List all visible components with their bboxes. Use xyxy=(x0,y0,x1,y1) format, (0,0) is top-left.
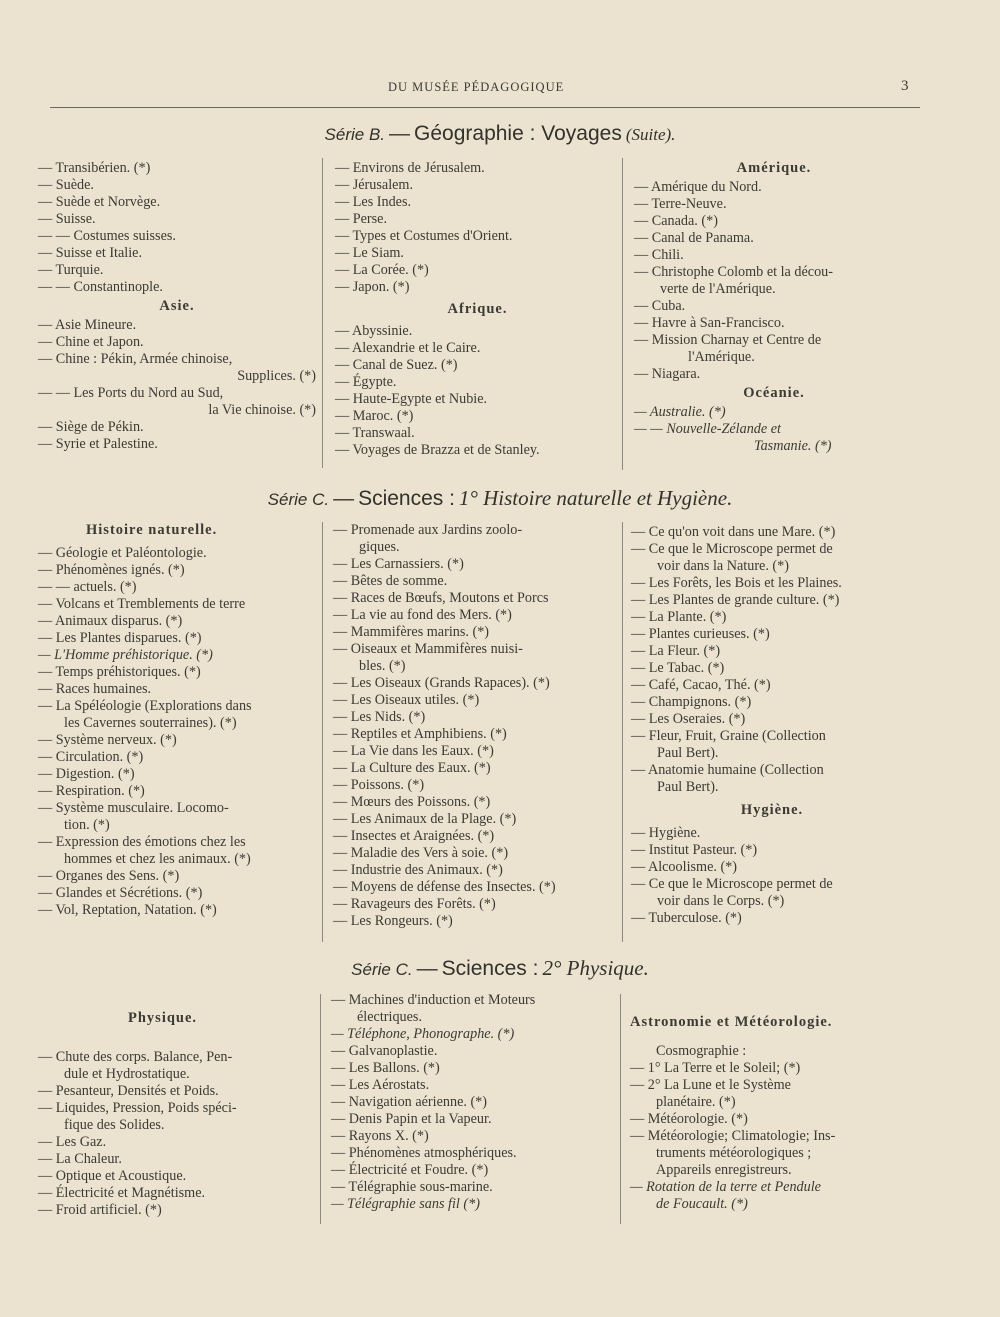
list-item: — — Nouvelle-Zélande et xyxy=(634,421,781,437)
list-item: — Volcans et Tremblements de terre xyxy=(38,596,246,612)
header-rule xyxy=(50,107,920,108)
list-item: truments météorologiques ; xyxy=(656,1145,812,1161)
list-item: voir dans la Nature. (*) xyxy=(657,558,789,574)
section-heading-amerique: Amérique. xyxy=(736,160,812,176)
list-item: — Havre à San-Francisco. xyxy=(634,315,785,331)
list-item: la Vie chinoise. (*) xyxy=(208,402,316,418)
list-item: — Alexandrie et le Caire. xyxy=(335,340,481,356)
column-divider xyxy=(620,994,621,1224)
list-item: — Télégraphie sous-marine. xyxy=(331,1179,493,1195)
list-item: — La Corée. (*) xyxy=(335,262,429,278)
list-item: — 2° La Lune et le Système xyxy=(630,1077,791,1093)
list-item: — Le Siam. xyxy=(335,245,404,261)
list-item: — Temps préhistoriques. (*) xyxy=(38,664,201,680)
section-heading-asie: Asie. xyxy=(159,298,195,314)
list-item: — Géologie et Paléontologie. xyxy=(38,545,207,561)
page-number: 3 xyxy=(901,78,910,94)
list-item: — Environs de Jérusalem. xyxy=(335,160,485,176)
section-heading-astronomie: Astronomie et Météorologie. xyxy=(630,1014,833,1030)
list-item: — Rayons X. (*) xyxy=(331,1128,429,1144)
list-item: — La Fleur. (*) xyxy=(631,643,721,659)
list-item: — Machines d'induction et Moteurs xyxy=(331,992,536,1008)
column-divider xyxy=(320,994,321,1224)
list-item: — Électricité et Foudre. (*) xyxy=(331,1162,489,1178)
list-item: — Canal de Panama. xyxy=(634,230,754,246)
list-item: — Institut Pasteur. (*) xyxy=(631,842,758,858)
list-item: — Reptiles et Amphibiens. (*) xyxy=(333,726,507,742)
list-item: — Asie Mineure. xyxy=(38,317,137,333)
serie-c1-heading: Série C. — Sciences : 1° Histoire naturelle et Hygiène. xyxy=(267,486,733,510)
list-item: — Télégraphie sans fil (*) xyxy=(331,1196,480,1212)
column-divider xyxy=(322,522,323,942)
list-item: — — Les Ports du Nord au Sud, xyxy=(38,385,224,401)
list-item: — La Chaleur. xyxy=(38,1151,122,1167)
list-item: fique des Solides. xyxy=(64,1117,165,1133)
list-item: — Ce que le Microscope permet de xyxy=(631,876,833,892)
list-item: — Perse. xyxy=(335,211,388,227)
list-item: — Ravageurs des Forêts. (*) xyxy=(333,896,496,912)
list-item: — Égypte. xyxy=(335,374,397,390)
list-item: — Système nerveux. (*) xyxy=(38,732,177,748)
list-item: — Oiseaux et Mammifères nuisi- xyxy=(333,641,523,657)
list-item: — Poissons. (*) xyxy=(333,777,425,793)
section-heading-oceanie: Océanie. xyxy=(743,385,805,401)
list-item: — — actuels. (*) xyxy=(38,579,137,595)
section-heading-hygiene: Hygiène. xyxy=(740,802,804,818)
list-item: — Les Oiseaux (Grands Rapaces). (*) xyxy=(333,675,550,691)
list-item: — Plantes curieuses. (*) xyxy=(631,626,770,642)
list-item: — Café, Cacao, Thé. (*) xyxy=(631,677,771,693)
list-item: — Expression des émotions chez les xyxy=(38,834,246,850)
section-heading-physique: Physique. xyxy=(128,1010,198,1026)
list-item: — — Constantinople. xyxy=(38,279,163,295)
list-item: — Le Tabac. (*) xyxy=(631,660,725,676)
list-item: — Champignons. (*) xyxy=(631,694,752,710)
list-item: — Les Ballons. (*) xyxy=(331,1060,440,1076)
list-item: — Transwaal. xyxy=(335,425,415,441)
list-item: — Alcoolisme. (*) xyxy=(631,859,737,875)
list-item: — Races de Bœufs, Moutons et Porcs xyxy=(333,590,549,606)
list-item: hommes et chez les animaux. (*) xyxy=(64,851,251,867)
list-item: verte de l'Amérique. xyxy=(660,281,776,297)
list-item: planétaire. (*) xyxy=(656,1094,736,1110)
column-divider xyxy=(622,522,623,942)
list-item: — Ce que le Microscope permet de xyxy=(631,541,833,557)
list-item: — Chute des corps. Balance, Pen- xyxy=(38,1049,233,1065)
list-item: — La Plante. (*) xyxy=(631,609,727,625)
list-item: — Promenade aux Jardins zoolo- xyxy=(333,522,523,538)
list-item: — Phénomènes atmosphériques. xyxy=(331,1145,517,1161)
list-item: de Foucault. (*) xyxy=(656,1196,748,1212)
column-divider xyxy=(322,158,323,468)
list-item: — Transibérien. (*) xyxy=(38,160,151,176)
list-item: — Glandes et Sécrétions. (*) xyxy=(38,885,203,901)
list-item: — Organes des Sens. (*) xyxy=(38,868,180,884)
list-item: Cosmographie : xyxy=(656,1043,747,1059)
list-item: — Galvanoplastie. xyxy=(331,1043,438,1059)
list-item: — La Spéléologie (Explorations dans xyxy=(38,698,252,714)
list-item: dule et Hydrostatique. xyxy=(64,1066,190,1082)
list-item: — Maladie des Vers à soie. (*) xyxy=(333,845,509,861)
list-item: — Cuba. xyxy=(634,298,686,314)
list-item: — Chili. xyxy=(634,247,684,263)
list-item: giques. xyxy=(359,539,400,555)
list-item: — Bêtes de somme. xyxy=(333,573,448,589)
list-item: — Insectes et Araignées. (*) xyxy=(333,828,495,844)
list-item: — Les Oiseaux utiles. (*) xyxy=(333,692,480,708)
list-item: — Phénomènes ignés. (*) xyxy=(38,562,185,578)
list-item: — Les Gaz. xyxy=(38,1134,107,1150)
list-item: — Maroc. (*) xyxy=(335,408,414,424)
serie-c2-col2 xyxy=(331,992,616,1213)
list-item: — Anatomie humaine (Collection xyxy=(631,762,824,778)
list-item: — Amérique du Nord. xyxy=(634,179,762,195)
list-item: — Haute-Egypte et Nubie. xyxy=(335,391,488,407)
list-item: — Les Oseraies. (*) xyxy=(631,711,746,727)
list-item: — Voyages de Brazza et de Stanley. xyxy=(335,442,540,458)
list-item: électriques. xyxy=(357,1009,422,1025)
list-item: — Canal de Suez. (*) xyxy=(335,357,458,373)
list-item: — Vol, Reptation, Natation. (*) xyxy=(38,902,217,918)
header-title: DU MUSÉE PÉDAGOGIQUE xyxy=(388,80,565,94)
list-item: — Niagara. xyxy=(634,366,701,382)
list-item: bles. (*) xyxy=(359,658,406,674)
section-heading-histoire: Histoire naturelle. xyxy=(86,522,218,538)
list-item: — Suisse. xyxy=(38,211,96,227)
list-item: — Fleur, Fruit, Graine (Collection xyxy=(631,728,826,744)
list-item: — Système musculaire. Locomo- xyxy=(38,800,229,816)
list-item: — Météorologie; Climatologie; Ins- xyxy=(630,1128,836,1144)
list-item: — Les Rongeurs. (*) xyxy=(333,913,453,929)
list-item: — Optique et Acoustique. xyxy=(38,1168,187,1184)
list-item: — Syrie et Palestine. xyxy=(38,436,158,452)
list-item: — 1° La Terre et le Soleil; (*) xyxy=(630,1060,801,1076)
list-item: — Rotation de la terre et Pendule xyxy=(630,1179,821,1195)
list-item: — Les Plantes disparues. (*) xyxy=(38,630,202,646)
serie-c1-col1 xyxy=(38,522,318,919)
list-item: — Les Animaux de la Plage. (*) xyxy=(333,811,517,827)
list-item: — Chine et Japon. xyxy=(38,334,144,350)
section-heading-afrique: Afrique. xyxy=(447,301,508,317)
list-item: — Pesanteur, Densités et Poids. xyxy=(38,1083,219,1099)
list-item: — La Vie dans les Eaux. (*) xyxy=(333,743,494,759)
serie-b-col2 xyxy=(335,160,620,459)
list-item: — Japon. (*) xyxy=(335,279,410,295)
list-item: — Christophe Colomb et la décou- xyxy=(634,264,833,280)
list-item: — Terre-Neuve. xyxy=(634,196,727,212)
serie-c1-col3 xyxy=(631,524,913,927)
list-item: — La vie au fond des Mers. (*) xyxy=(333,607,512,623)
list-item: — Électricité et Magnétisme. xyxy=(38,1185,206,1201)
list-item: — Les Carnassiers. (*) xyxy=(333,556,464,572)
list-item: — Les Indes. xyxy=(335,194,412,210)
list-item: — Siège de Pékin. xyxy=(38,419,144,435)
list-item: — Liquides, Pression, Poids spéci- xyxy=(38,1100,237,1116)
list-item: l'Amérique. xyxy=(688,349,755,365)
list-item: les Cavernes souterraines). (*) xyxy=(64,715,237,731)
serie-c1-col2 xyxy=(333,522,618,930)
serie-c2-heading: Série C. — Sciences : 2° Physique. xyxy=(351,956,649,980)
list-item: — Froid artificiel. (*) xyxy=(38,1202,162,1218)
list-item: — Digestion. (*) xyxy=(38,766,135,782)
list-item: voir dans le Corps. (*) xyxy=(657,893,785,909)
list-item: — Tuberculose. (*) xyxy=(631,910,742,926)
list-item: — Industrie des Animaux. (*) xyxy=(333,862,503,878)
list-item: Tasmanie. (*) xyxy=(754,438,832,454)
list-item: — Races humaines. xyxy=(38,681,152,697)
list-item: Appareils enregistreurs. xyxy=(656,1162,792,1178)
list-item: Paul Bert). xyxy=(657,779,719,795)
serie-c2-col3 xyxy=(630,1014,915,1213)
list-item: — Canada. (*) xyxy=(634,213,718,229)
list-item: tion. (*) xyxy=(64,817,110,833)
serie-b-heading: Série B. — Géographie : Voyages (Suite). xyxy=(324,122,676,145)
list-item: — Respiration. (*) xyxy=(38,783,145,799)
list-item: — — Costumes suisses. xyxy=(38,228,176,244)
list-item: — Mammifères marins. (*) xyxy=(333,624,490,640)
list-item: — Suisse et Italie. xyxy=(38,245,143,261)
list-item: — Australie. (*) xyxy=(634,404,726,420)
list-item: — Chine : Pékin, Armée chinoise, xyxy=(38,351,233,367)
list-item: — Ce qu'on voit dans une Mare. (*) xyxy=(631,524,836,540)
list-item: — Animaux disparus. (*) xyxy=(38,613,183,629)
serie-b-col1 xyxy=(38,160,316,453)
list-item: Paul Bert). xyxy=(657,745,719,761)
serie-b-col3 xyxy=(634,160,914,455)
list-item: — Abyssinie. xyxy=(335,323,413,339)
list-item: — Moyens de défense des Insectes. (*) xyxy=(333,879,556,895)
list-item: — Denis Papin et la Vapeur. xyxy=(331,1111,492,1127)
list-item: — Mission Charnay et Centre de xyxy=(634,332,822,348)
list-item: — Mœurs des Poissons. (*) xyxy=(333,794,491,810)
list-item: — Navigation aérienne. (*) xyxy=(331,1094,488,1110)
list-item: — L'Homme préhistorique. (*) xyxy=(38,647,213,663)
list-item: — Les Forêts, les Bois et les Plaines. xyxy=(631,575,842,591)
list-item: — Les Plantes de grande culture. (*) xyxy=(631,592,840,608)
list-item: — Suède et Norvège. xyxy=(38,194,161,210)
list-item: — La Culture des Eaux. (*) xyxy=(333,760,491,776)
list-item: — Types et Costumes d'Orient. xyxy=(335,228,513,244)
list-item: Supplices. (*) xyxy=(237,368,316,384)
serie-c2-col1 xyxy=(38,1010,318,1219)
list-item: — Jérusalem. xyxy=(335,177,414,193)
column-divider xyxy=(622,158,623,470)
list-item: — Les Nids. (*) xyxy=(333,709,426,725)
list-item: — Circulation. (*) xyxy=(38,749,144,765)
list-item: — Hygiène. xyxy=(631,825,701,841)
list-item: — Suède. xyxy=(38,177,94,193)
list-item: — Turquie. xyxy=(38,262,104,278)
list-item: — Les Aérostats. xyxy=(331,1077,430,1093)
list-item: — Téléphone, Phonographe. (*) xyxy=(331,1026,515,1042)
list-item: — Météorologie. (*) xyxy=(630,1111,748,1127)
